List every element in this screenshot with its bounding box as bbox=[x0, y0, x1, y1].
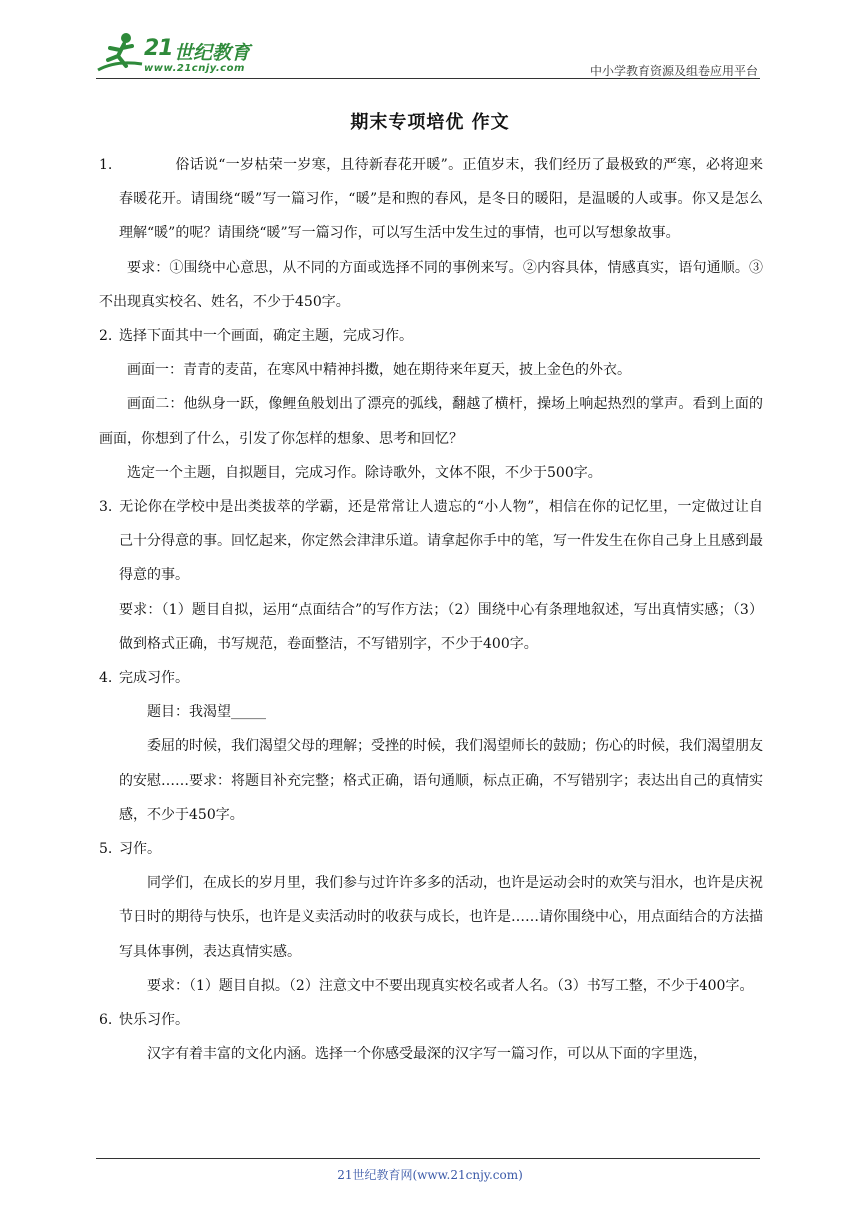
logo-number: 21 bbox=[144, 36, 173, 61]
question-requirements: 委屈的时候，我们渴望父母的理解；受挫的时候，我们渴望师长的鼓励；伤心的时候，我们渴望朋友的安慰……要求：将题目补充完整；格式正确，语句通顺，标点正确，不写错别字；表达出自己的真情实感，不少于450字。 bbox=[119, 738, 763, 823]
question-number: 2. bbox=[99, 328, 113, 345]
scene-two: 画面二：他纵身一跃，像鲤鱼般划出了漂亮的弧线，翻越了横杆，操场上响起热烈的掌声。看到上面的画面，你想到了什么，引发了你怎样的想象、思考和回忆？ bbox=[99, 396, 763, 447]
page-title: 期末专项培优 作文 bbox=[350, 112, 510, 133]
document-body bbox=[99, 148, 763, 1071]
question-6 bbox=[99, 1003, 763, 1037]
essay-prompt-title: 题目：我渴望_____ bbox=[147, 704, 266, 721]
question-text: 快乐习作。 bbox=[119, 1012, 189, 1029]
question-text: 俗话说“一岁枯荣一岁寒，且待新春花开暖”。正值岁末，我们经历了最极致的严寒，必将迎来春暖花开。请围绕“暖”写一篇习作，“暖”是和煦的春风，是冬日的暖阳，是温暖的人或事。你又是怎么理解“暖”的呢？请围绕“暖”写一篇习作，可以写生活中发生过的事情，也可以写想象故事。 bbox=[119, 157, 763, 242]
question-number: 5. bbox=[99, 841, 113, 858]
question-requirements: 选定一个主题，自拟题目，完成习作。除诗歌外，文体不限，不少于500字。 bbox=[127, 464, 602, 481]
question-description: 同学们，在成长的岁月里，我们参与过许许多多的活动，也许是运动会时的欢笑与泪水，也许是庆祝节日时的期待与快乐，也许是义卖活动时的收获与成长，也许是……请你围绕中心，用点面结合的方法描写具体事例，表达真情实感。 bbox=[119, 875, 763, 960]
platform-tagline: 中小学教育资源及组卷应用平台 bbox=[589, 64, 758, 78]
question-number: 4. bbox=[99, 670, 113, 687]
question-text: 完成习作。 bbox=[119, 670, 189, 687]
question-5 bbox=[99, 832, 763, 866]
question-text: 无论你在学校中是出类拔萃的学霸，还是常常让人遗忘的“小人物”，相信在你的记忆里，一定做过让自己十分得意的事。回忆起来，你定然会津津乐道。请拿起你手中的笔，写一件发生在你自己身上且感到最得意的事。 bbox=[119, 499, 763, 584]
footer-link[interactable]: 21世纪教育网(www.21cnjy.com) bbox=[337, 1168, 523, 1182]
footer-divider bbox=[96, 1158, 760, 1159]
question-requirements: 要求：（1）题目自拟。（2）注意文中不要出现真实校名或者人名。（3）书写工整，不少于400字。 bbox=[147, 977, 754, 994]
question-3 bbox=[99, 490, 763, 593]
site-logo[interactable] bbox=[96, 30, 266, 78]
logo-url: www.21cnjy.com bbox=[144, 63, 245, 74]
question-number: 1. bbox=[99, 157, 113, 173]
question-4 bbox=[99, 661, 763, 695]
question-requirements: 要求：①围绕中心意思，从不同的方面或选择不同的事例来写。②内容具体，情感真实，语句通顺。③不出现真实校名、姓名，不少于450字。 bbox=[99, 259, 763, 310]
question-number: 6. bbox=[99, 1012, 113, 1029]
question-2 bbox=[99, 319, 763, 353]
runner-icon bbox=[96, 30, 146, 78]
question-description: 汉字有着丰富的文化内涵。选择一个你感受最深的汉字写一篇习作，可以从下面的字里选， bbox=[147, 1046, 707, 1063]
question-number: 3. bbox=[99, 499, 113, 516]
page-header bbox=[96, 30, 764, 80]
question-requirements: 要求：（1）题目自拟，运用“点面结合”的写作方法；（2）围绕中心有条理地叙述，写出真情实感；（3）做到格式正确，书写规范，卷面整洁，不写错别字，不少于400字。 bbox=[119, 601, 763, 652]
header-divider bbox=[96, 78, 760, 79]
scene-one: 画面一：青青的麦苗，在寒风中精神抖擞，她在期待来年夏天，披上金色的外衣。 bbox=[127, 362, 631, 379]
logo-text: 世纪教育 bbox=[174, 42, 251, 64]
question-1 bbox=[99, 148, 763, 251]
question-text: 选择下面其中一个画面，确定主题，完成习作。 bbox=[119, 328, 413, 345]
question-text: 习作。 bbox=[119, 841, 161, 858]
